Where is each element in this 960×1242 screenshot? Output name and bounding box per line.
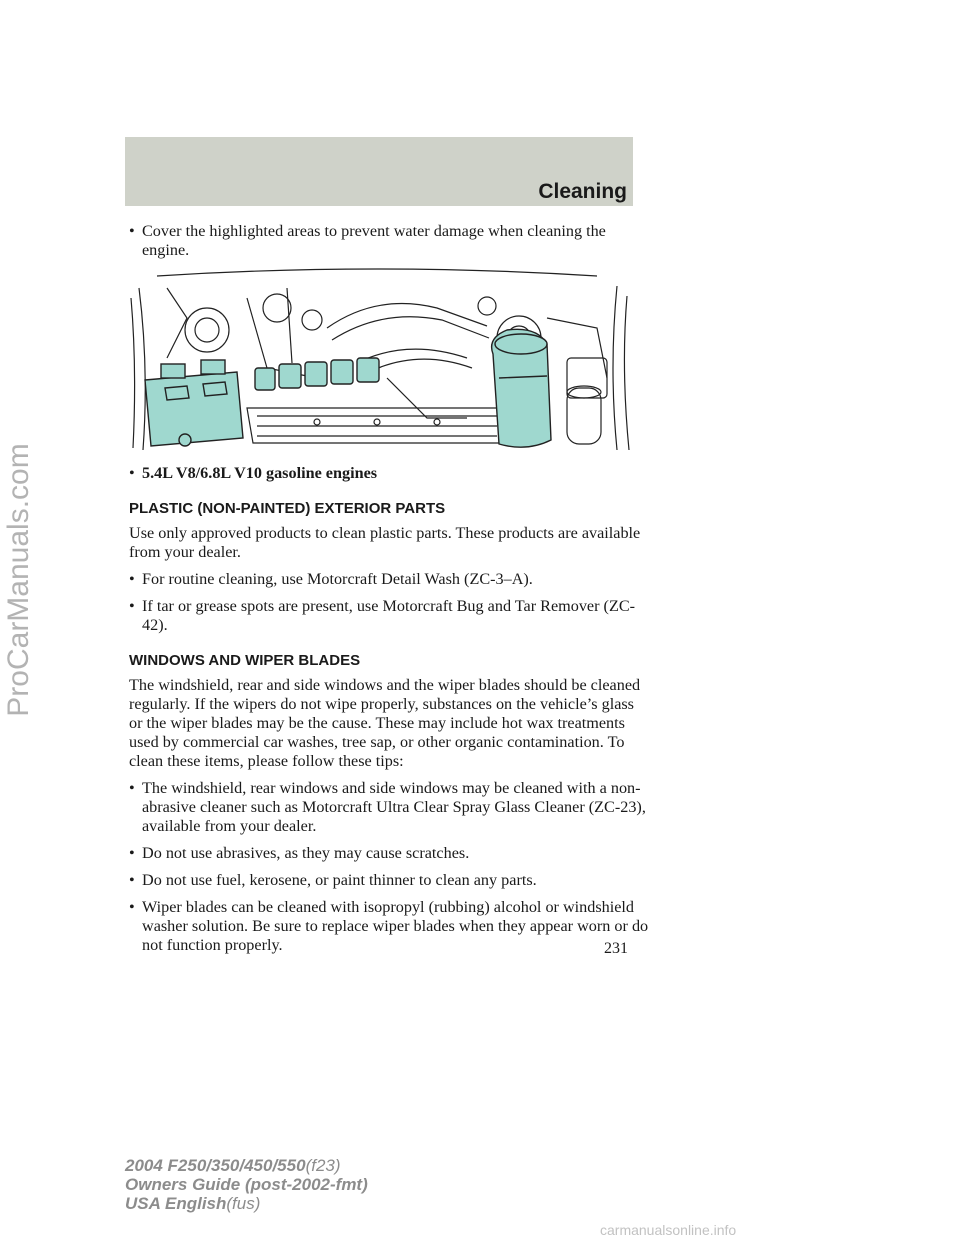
footer-model: 2004 F250/350/450/550 <box>125 1156 306 1175</box>
bullet-dot: • <box>129 871 135 889</box>
plastic-bullet-text: For routine cleaning, use Motorcraft Detail Wash (ZC-3–A). <box>142 570 533 588</box>
footer-model-code: (f23) <box>305 1156 341 1175</box>
figure-caption: 5.4L V8/6.8L V10 gasoline engines <box>142 464 378 482</box>
bullet-dot: • <box>129 464 135 482</box>
windows-bullet-text: The windshield, rear windows and side windows may be cleaned with a non-abrasive cleaner such as Motorcraft Ultra Clear Spray Glass Cleaner (ZC-23), available from your dealer. <box>142 779 646 835</box>
windows-bullet <box>129 871 649 890</box>
bullet-dot: • <box>129 844 135 862</box>
windows-bullet <box>129 779 649 836</box>
bullet-dot: • <box>129 570 135 588</box>
plastic-bullet-text: If tar or grease spots are present, use Motorcraft Bug and Tar Remover (ZC-42). <box>142 597 636 634</box>
windows-bullet-text: Do not use fuel, kerosene, or paint thinner to clean any parts. <box>142 871 537 889</box>
page-number: 231 <box>604 940 628 957</box>
side-watermark: ProCarManuals.com <box>2 443 35 717</box>
footer-language: USA English <box>125 1194 227 1213</box>
windows-wipers-heading: WINDOWS AND WIPER BLADES <box>129 652 361 669</box>
bullet-dot: • <box>129 779 135 797</box>
document-footer <box>125 1156 368 1213</box>
engine-compartment-illustration <box>127 268 635 454</box>
plastic-bullet <box>129 570 649 589</box>
page-content <box>129 222 649 963</box>
section-header-band <box>125 137 633 206</box>
intro-bullet <box>129 222 649 260</box>
plastic-bullet <box>129 597 649 635</box>
intro-bullet-text: Cover the highlighted areas to prevent water damage when cleaning the engine. <box>142 222 606 259</box>
section-title: Cleaning <box>538 180 627 203</box>
footer-guide: Owners Guide (post-2002-fmt) <box>125 1175 368 1194</box>
plastic-parts-heading: PLASTIC (NON-PAINTED) EXTERIOR PARTS <box>129 500 446 517</box>
windows-bullet <box>129 898 649 955</box>
bullet-dot: • <box>129 222 135 240</box>
windows-bullet-text: Wiper blades can be cleaned with isopropyl (rubbing) alcohol or windshield washer solution. Be sure to replace wiper blades when they appear worn or do not function properly. <box>142 898 649 954</box>
bullet-dot: • <box>129 597 135 615</box>
windows-bullet-text: Do not use abrasives, as they may cause scratches. <box>142 844 470 862</box>
footer-line-model <box>125 1156 368 1175</box>
footer-language-code: (fus) <box>226 1194 261 1213</box>
windows-wipers-intro: The windshield, rear and side windows and the wiper blades should be cleaned regularly. If the wipers do not wipe properly, substances on the vehicle’s glass or the wiper blades may be the cause. These may include hot wax treatments used by commercial car washes, tree sap, or other organic contamination. To clean these items, please follow these tips: <box>129 676 641 770</box>
windows-bullet <box>129 844 649 863</box>
footer-line-language <box>125 1194 368 1213</box>
bottom-watermark: carmanualsonline.info <box>600 1222 737 1238</box>
plastic-parts-intro: Use only approved products to clean plastic parts. These products are available from your dealer. <box>129 524 641 561</box>
figure-caption-bullet <box>129 464 649 483</box>
bullet-dot: • <box>129 898 135 916</box>
